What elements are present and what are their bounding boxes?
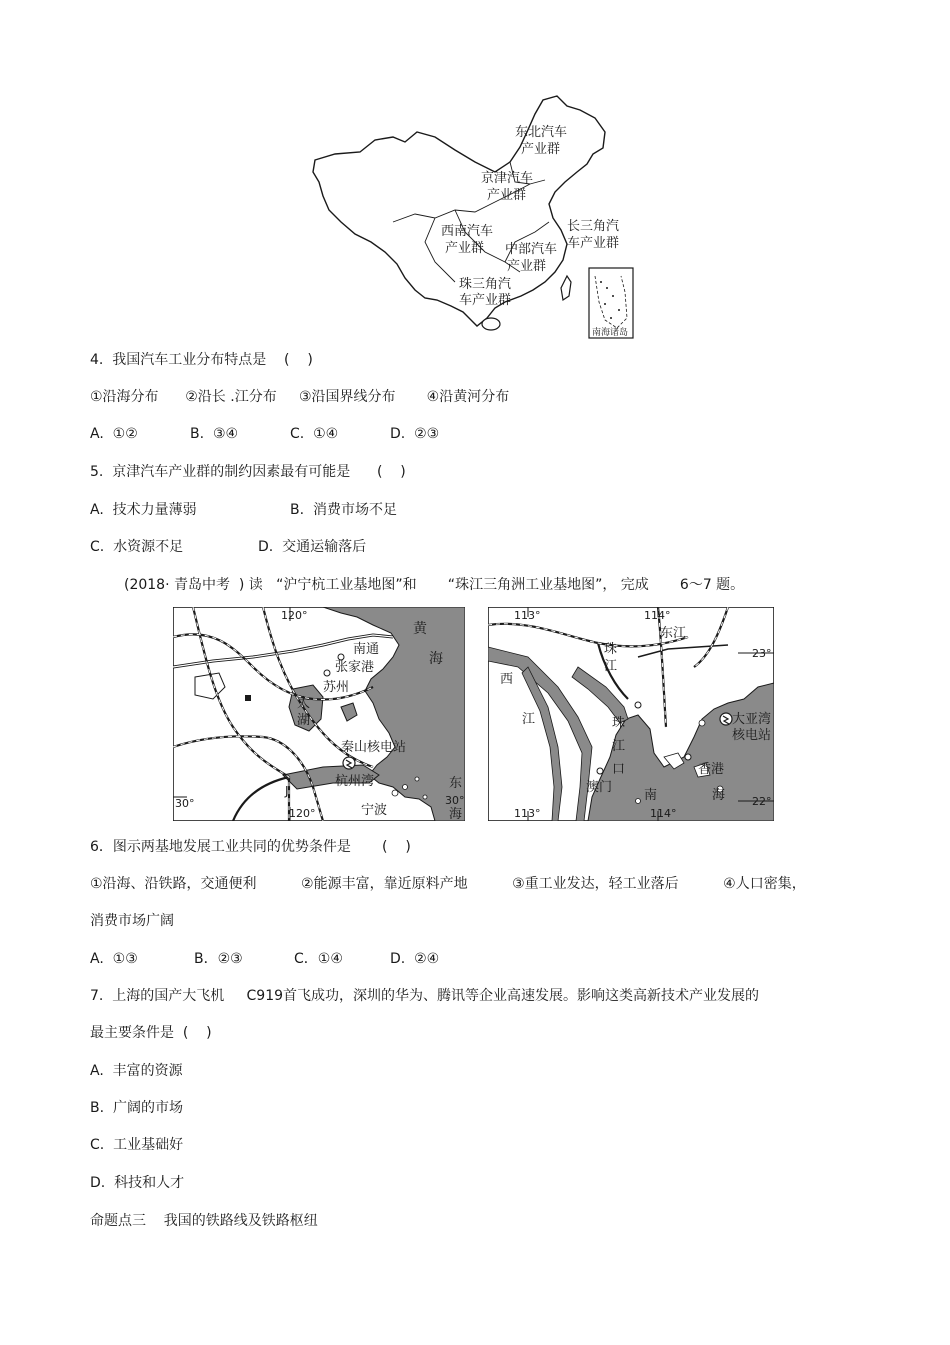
label-lon114-top: 114° (644, 609, 671, 622)
label-lon-bottom: 120° (289, 807, 316, 820)
label-zhujiangkou-3: 口 (612, 762, 626, 777)
label-lon114-bottom: 114° (650, 807, 677, 820)
label-dayawan-1: 大亚湾 (732, 712, 772, 727)
pearl-river-delta-map (488, 607, 774, 821)
q6-items-line2: 消费市场广阔 (90, 913, 174, 929)
q4-option-a[interactable]: A. ①② (90, 426, 138, 442)
label-zhusanjiao-2: 车产业群 (459, 293, 512, 308)
label-xijiang-1: 西 (500, 672, 514, 687)
nuclear-plant-icon (720, 713, 732, 725)
q5-option-b[interactable]: B. 消费市场不足 (290, 502, 397, 518)
nanjing-marker (245, 695, 251, 701)
intro-text: (2018· 青岛中考 ) 读 “沪宁杭工业基地图”和 “珠江三角洲工业基地图”， 完成 6～7 题。 (124, 577, 745, 593)
taiwan-island (561, 276, 571, 300)
q4-stem: 4. 我国汽车工业分布特点是 ( ) (90, 352, 313, 368)
label-suzhou: 苏州 (323, 680, 350, 695)
label-changsanjiao-1: 长三角汽 (567, 219, 620, 234)
label-nanhai-2: 海 (712, 788, 726, 803)
label-zhujiang-1: 珠 (604, 642, 618, 657)
q6-option-b[interactable]: B．②③ (194, 951, 243, 967)
label-jingjin-2: 产业群 (487, 188, 527, 203)
label-j: J (285, 784, 289, 798)
label-jingjin-1: 京津汽车 (481, 171, 534, 186)
q6-stem: 6．图示两基地发展工业共同的优势条件是 ( ) (90, 839, 411, 855)
label-inset: 南海诸岛 (592, 328, 629, 338)
q4-items: ①沿海分布 ②沿长 .江分布 ③沿国界线分布 ④沿黄河分布 (90, 389, 510, 405)
q6-option-c[interactable]: C．①④ (294, 951, 343, 967)
label-nanhai-1: 南 (644, 788, 658, 803)
label-nantong: 南通 (353, 642, 380, 657)
china-auto-cluster-map (305, 92, 640, 342)
label-changsanjiao-2: 车产业群 (567, 236, 620, 251)
label-dongbei-1: 东北汽车 (515, 125, 568, 140)
label-donghai-2: 海 (449, 807, 463, 821)
hainan-island (482, 318, 500, 330)
label-xianggang: 香港 (698, 762, 725, 777)
q6-option-d[interactable]: D. ②④ (390, 951, 440, 967)
huninghang-industrial-base-map (173, 607, 465, 821)
label-lon-top: 120° (281, 609, 308, 622)
label-dayawan-2: 核电站 (732, 728, 772, 743)
q6-items-line1: ①沿海、沿铁路，交通便利 ②能源丰富，靠近原料产地 ③重工业发达，轻工业落后 ④人口密集， (90, 876, 806, 892)
q7-stem-line1: 7. 上海的国产大飞机 C919首飞成功，深圳的华为、腾讯等企业高速发展。影响这类高新技术产业发展的 (90, 988, 760, 1004)
q5-option-d[interactable]: D. 交通运输落后 (258, 539, 367, 555)
label-aomen: 澳门 (586, 780, 613, 795)
label-huanghai-1: 黄 (413, 621, 427, 637)
q6-option-a[interactable]: A. ①③ (90, 951, 138, 967)
q5-option-c[interactable]: C. 水资源不足 (90, 539, 184, 555)
label-huanghai-2: 海 (429, 651, 443, 667)
q7-option-a[interactable]: A. 丰富的资源 (90, 1063, 183, 1079)
label-zhujiangkou-1: 珠 (612, 716, 626, 731)
label-qinshan: 秦山核电站 (341, 740, 407, 755)
label-xinan-2: 产业群 (445, 241, 485, 256)
q7-option-b[interactable]: B. 广阔的市场 (90, 1100, 183, 1116)
label-zhujiang-2: 江 (604, 659, 618, 674)
label-zhongbu-1: 中部汽车 (505, 242, 558, 257)
label-lat22: 22° (752, 795, 772, 808)
label-zhongbu-2: 产业群 (507, 259, 547, 274)
label-taihu-1: 太 (297, 696, 311, 711)
q7-stem-line2: 最主要条件是 ( ) (90, 1025, 212, 1041)
q7-option-c[interactable]: C. 工业基础好 (90, 1137, 184, 1153)
label-zhusanjiao-1: 珠三角汽 (459, 277, 512, 292)
label-lat-left: 30° (175, 797, 195, 810)
svg-text:长三角汽车产业群 (567, 219, 619, 251)
label-taihu-2: 湖 (297, 713, 311, 728)
q5-option-a[interactable]: A. 技术力量薄弱 (90, 502, 197, 518)
q4-option-c[interactable]: C. ①④ (290, 426, 339, 442)
label-donghai-1: 东 (449, 776, 463, 791)
label-dongbei-2: 产业群 (521, 142, 561, 157)
label-zhangjiagang: 张家港 (335, 660, 375, 675)
q7-option-d[interactable]: D. 科技和人才 (90, 1175, 185, 1191)
nuclear-plant-icon (343, 757, 355, 769)
label-lat-right: 30° (445, 794, 465, 807)
label-dongjiang: 东江 (660, 626, 687, 641)
label-lon113-bottom: 113° (514, 807, 541, 820)
label-xinan-1: 西南汽车 (441, 224, 494, 239)
label-lat23: 23° (752, 647, 772, 660)
section-heading: 命题点三 我国的铁路线及铁路枢纽 (90, 1213, 318, 1229)
q4-option-b[interactable]: B. ③④ (190, 426, 239, 442)
label-ningbo: 宁波 (361, 803, 388, 818)
label-hangzhouwan: 杭州湾 (335, 774, 375, 789)
label-lon113-top: 113° (514, 609, 541, 622)
q5-stem: 5. 京津汽车产业群的制约因素最有可能是 ( ) (90, 464, 406, 480)
label-zhujiangkou-2: 江 (612, 739, 626, 754)
label-xijiang-2: 江 (522, 712, 536, 727)
q4-option-d[interactable]: D. ②③ (390, 426, 440, 442)
